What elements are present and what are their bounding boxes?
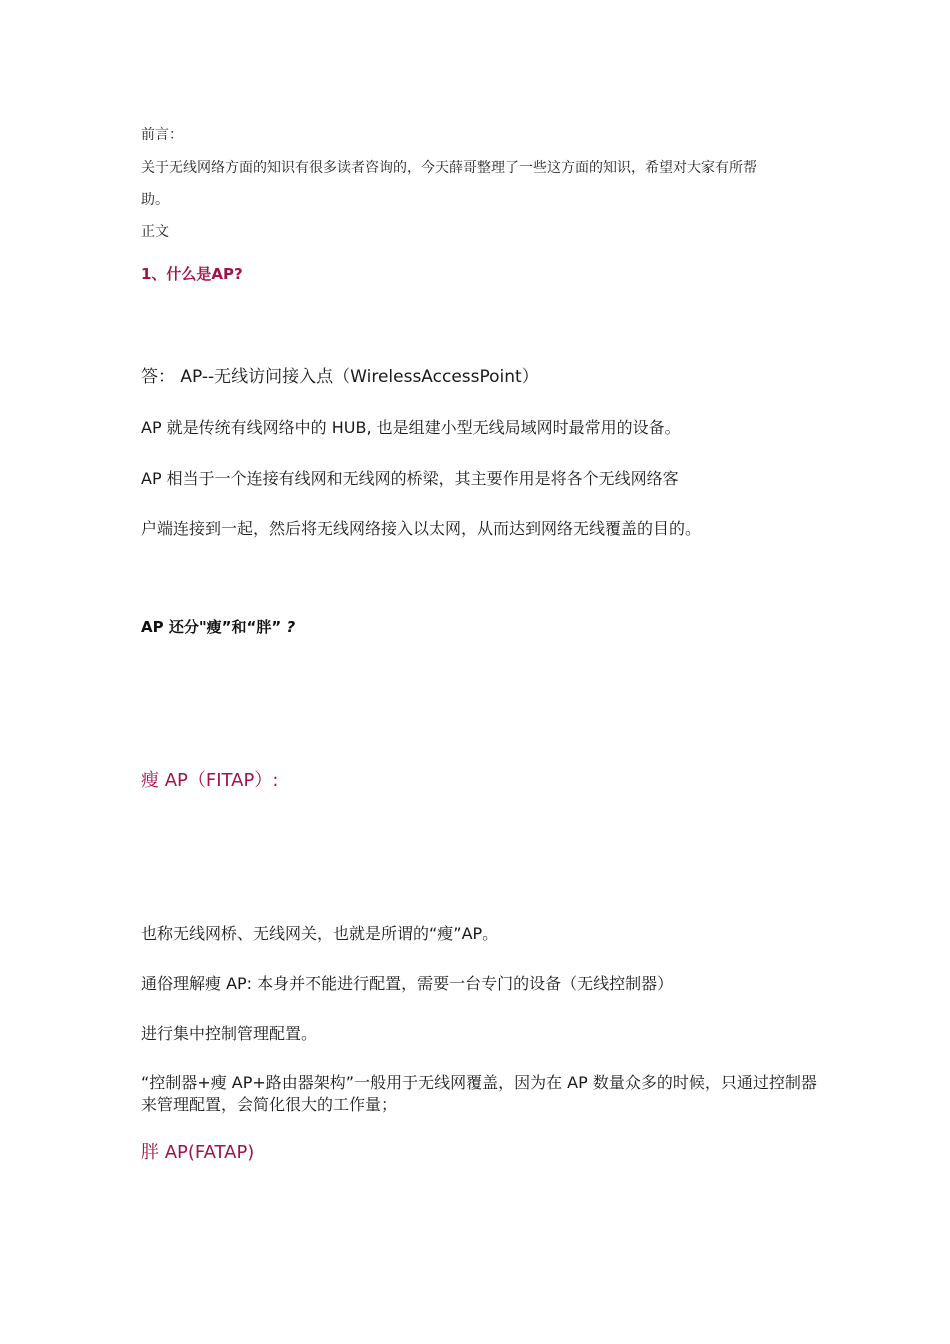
thin-ap-heading: 瘦 AP（FITAP）: <box>141 770 279 791</box>
ap-bridge-paragraph-line1: AP 相当于一个连接有线网和无线网的桥梁，其主要作用是将各个无线网络客 <box>141 469 679 488</box>
section1-heading: 1、什么是AP? <box>141 265 243 283</box>
ap-bridge-paragraph-line2: 户端连接到一起，然后将无线网络接入以太网，从而达到网络无线覆盖的目的。 <box>141 519 702 538</box>
controller-architecture-paragraph: “控制器+瘦 AP+路由器架构”一般用于无线网覆盖，因为在 AP 数量众多的时候，只通过控制器来管理配置，会简化很大的工作量； <box>141 1073 817 1114</box>
preface-text-line2: 助。 <box>141 192 169 208</box>
thin-ap-explanation-line2: 进行集中控制管理配置。 <box>141 1024 318 1043</box>
section2-heading-question-mark: ? <box>286 618 296 636</box>
thin-ap-alias-paragraph: 也称无线网桥、无线网关，也就是所谓的“瘦”AP。 <box>141 924 499 943</box>
section2-heading-text: AP 还分"瘦”和“胖” <box>141 618 282 636</box>
preface-text-line1: 关于无线网络方面的知识有很多读者咨询的，今天薛哥整理了一些这方面的知识，希望对大家有所帮 <box>141 160 757 176</box>
thin-ap-explanation-line1: 通俗理解瘦 AP: 本身并不能进行配置，需要一台专门的设备（无线控制器） <box>141 974 674 993</box>
ap-definition: 答： AP--无线访问接入点（WirelessAccessPoint） <box>141 367 539 387</box>
fat-ap-heading: 胖 AP(FATAP) <box>141 1142 255 1163</box>
ap-hub-paragraph: AP 就是传统有线网络中的 HUB, 也是组建小型无线局域网时最常用的设备。 <box>141 418 681 437</box>
section2-heading <box>141 618 295 637</box>
main-text-label: 正文 <box>141 224 169 240</box>
preface-label: 前言： <box>141 127 183 143</box>
